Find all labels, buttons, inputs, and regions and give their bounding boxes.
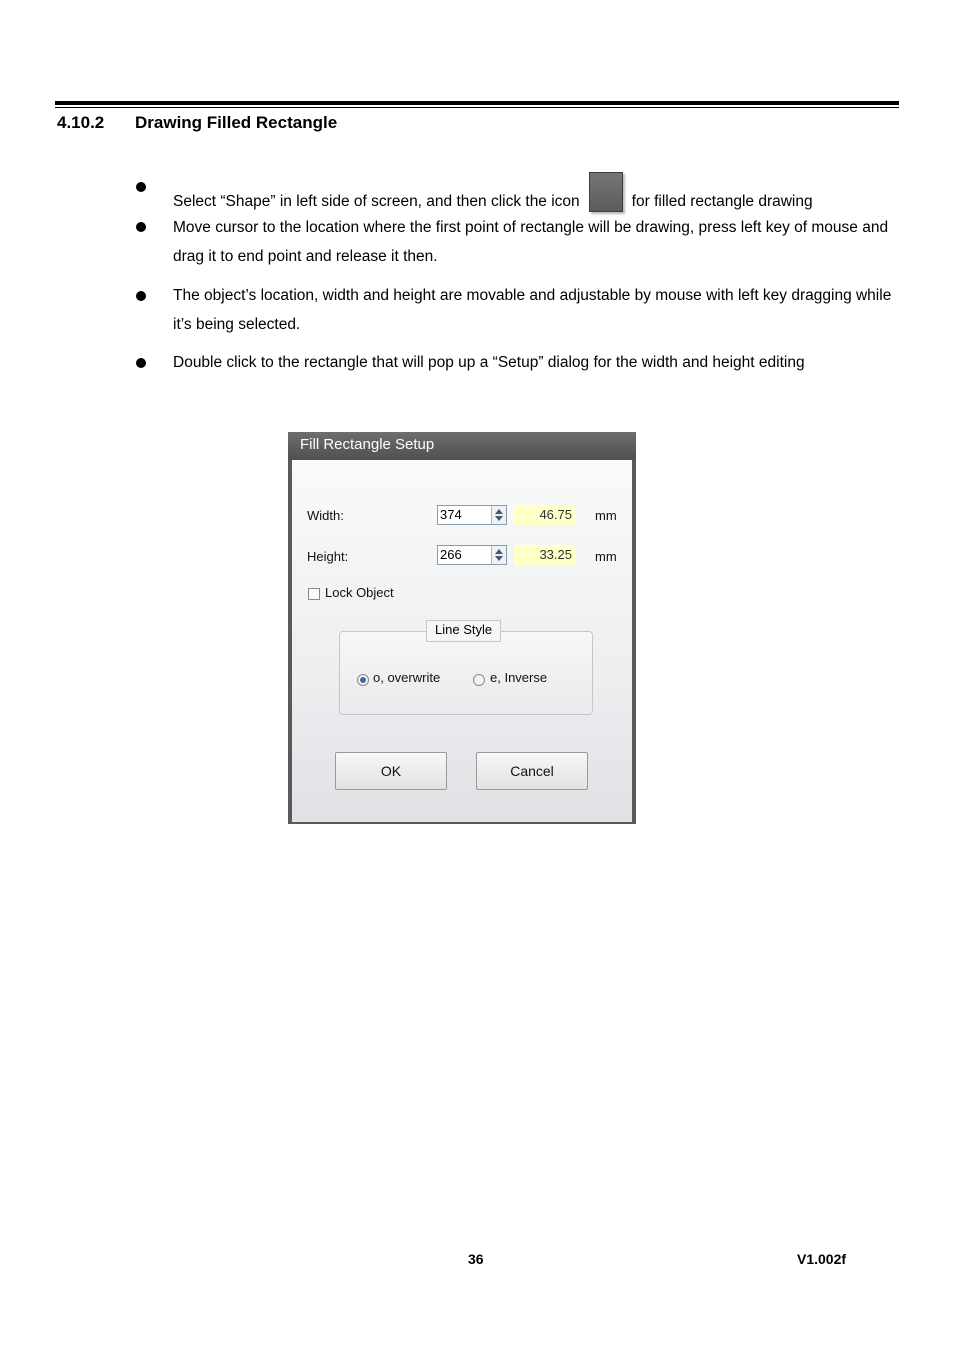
lock-object-checkbox[interactable]	[308, 588, 320, 600]
height-stepper-arrows[interactable]	[491, 546, 506, 564]
inverse-radio-label: e, Inverse	[490, 670, 548, 685]
height-mm-value: 33.25	[514, 545, 576, 565]
lock-object-label: Lock Object	[325, 585, 394, 600]
height-unit: mm	[595, 549, 617, 564]
bullet-dot	[136, 182, 146, 192]
dialog-titlebar	[288, 432, 636, 460]
inverse-radio[interactable]	[473, 674, 485, 686]
width-stepper-arrows[interactable]	[491, 506, 506, 524]
overwrite-radio-label: o, overwrite	[373, 670, 441, 685]
dialog-body	[292, 460, 632, 822]
dialog-title: Fill Rectangle Setup	[300, 436, 435, 453]
ok-button[interactable]: OK	[335, 752, 447, 790]
bullet-dot	[136, 291, 146, 301]
down-arrow-icon[interactable]	[495, 556, 503, 561]
width-unit: mm	[595, 508, 617, 523]
width-mm-value: 46.75	[514, 505, 576, 525]
page-number: 36	[468, 1251, 484, 1267]
section-title: Drawing Filled Rectangle	[135, 113, 338, 132]
height-value: 266	[440, 547, 462, 562]
bullet-text-1-before: Select “Shape” in left side of screen, and then click the icon	[173, 193, 580, 210]
section-number: 4.10.2	[57, 113, 105, 132]
up-arrow-icon[interactable]	[495, 549, 503, 554]
overwrite-radio[interactable]	[357, 674, 369, 686]
bullet-dot	[136, 358, 146, 368]
bullet-text-2: Move cursor to the location where the first point of rectangle will be drawing, press left key of mouse and drag it to end point and release it then.	[173, 219, 889, 265]
bullet-dot	[136, 222, 146, 232]
bullet-text-3: The object’s location, width and height are movable and adjustable by mouse with left key dragging while it’s being selected.	[173, 287, 892, 333]
bullet-text-4: Double click to the rectangle that will pop up a “Setup” dialog for the width and height editing	[173, 354, 805, 371]
version-label: V1.002f	[797, 1251, 847, 1267]
cancel-button[interactable]: Cancel	[476, 752, 588, 790]
filled-rectangle-icon	[586, 172, 626, 212]
up-arrow-icon[interactable]	[495, 509, 503, 514]
heading-rule-thin	[55, 107, 899, 108]
width-value: 374	[440, 507, 462, 522]
height-label: Height:	[307, 549, 349, 564]
bullet-text-1-after: for filled rectangle drawing	[631, 193, 813, 210]
fill-rectangle-setup-dialog	[288, 432, 636, 824]
line-style-group-label: Line Style	[426, 620, 501, 642]
height-spinbox[interactable]	[437, 545, 507, 565]
down-arrow-icon[interactable]	[495, 516, 503, 521]
bullet-text-1	[173, 172, 893, 216]
width-label: Width:	[307, 508, 344, 523]
width-spinbox[interactable]	[437, 505, 507, 525]
heading-rule-thick	[55, 101, 899, 105]
